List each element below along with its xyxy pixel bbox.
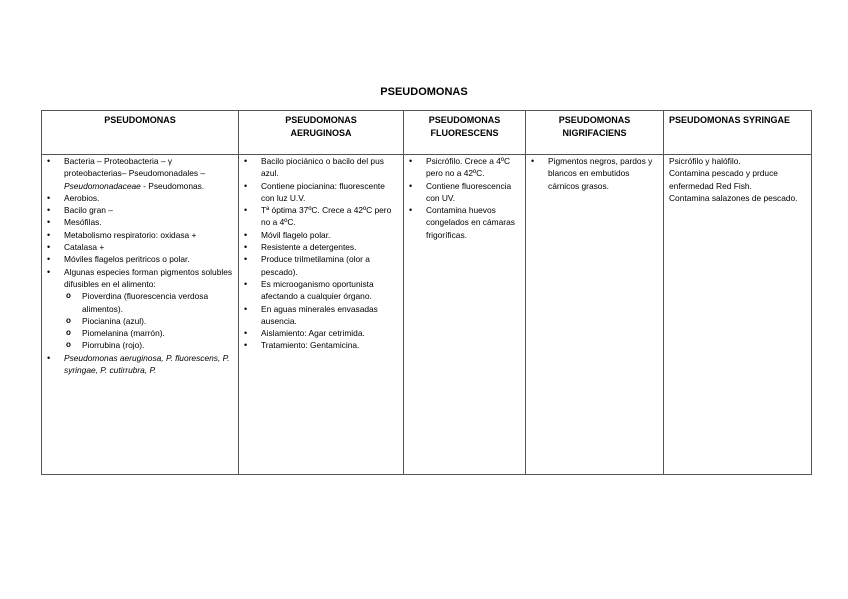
pigments-intro: Algunas especies forman pigmentos solubles difusibles en el alimento: <box>64 266 233 289</box>
header-nigrifaciens: PSEUDOMONAS NIGRIFACIENS <box>526 111 664 155</box>
pseudomonas-list <box>42 155 238 376</box>
list-item <box>42 266 234 352</box>
taxonomy-family: Pseudomonadaceae <box>64 180 141 191</box>
cell-pseudomonas <box>42 155 239 475</box>
list-item: • Mesófilas. <box>42 216 234 228</box>
list-item: • Móvil flagelo polar. <box>239 229 399 241</box>
list-item: • Tª óptima 37ºC. Crece a 42ºC pero no a 4ºC. <box>239 204 399 229</box>
nigrifaciens-list <box>526 155 663 192</box>
sublist-item: o Piomelanina (marrón). <box>64 327 234 339</box>
cell-syringae <box>664 155 812 475</box>
sublist-item: o Piocianina (azul). <box>64 315 234 327</box>
fluorescens-list <box>404 155 525 241</box>
list-item: • Resistente a detergentes. <box>239 241 399 253</box>
sublist-item: o Pioverdina (fluorescencia verdosa alimentos). <box>64 290 234 315</box>
list-item: • Contiene fluorescencia con UV. <box>404 180 521 205</box>
syringae-line: Psicrófilo y halófilo. <box>669 156 741 166</box>
list-item <box>42 155 234 192</box>
header-pseudomonas: PSEUDOMONAS <box>42 111 239 155</box>
pigments-sublist <box>64 290 234 351</box>
cell-aeruginosa <box>239 155 404 475</box>
syringae-line: Contamina salazones de pescado. <box>669 192 798 203</box>
header-syringae: PSEUDOMONAS SYRINGAE <box>664 111 812 155</box>
list-item: • Psicrófilo. Crece a 4ºC pero no a 42ºC. <box>404 155 521 180</box>
list-item: • Tratamiento: Gentamicina. <box>239 339 399 351</box>
cell-fluorescens <box>404 155 526 475</box>
list-item: • Contiene piocianina: fluorescente con luz U.V. <box>239 180 399 205</box>
cell-nigrifaciens <box>526 155 664 475</box>
list-item: • Contamina huevos congelados en cámaras frigoríficas. <box>404 204 521 241</box>
species-item: • Pseudomonas aeruginosa, P. fluorescens, P. syringae, P. cutirrubra, P. <box>42 352 234 377</box>
taxonomy-text: Bacteria – Proteobacteria – γ proteobacterias– Pseudomonadales – <box>64 156 206 179</box>
list-item: • Metabolismo respiratorio: oxidasa + <box>42 229 234 241</box>
list-item: • Catalasa + <box>42 241 234 253</box>
content-row <box>42 155 812 475</box>
sublist-item: o Piorrubina (rojo). <box>64 339 234 351</box>
header-row <box>42 111 812 155</box>
list-item: • Aerobios. <box>42 192 234 204</box>
taxonomy-suffix: - Pseudomonas. <box>140 180 205 191</box>
document-title: PSEUDOMONAS <box>380 86 468 98</box>
list-item: • Móviles flagelos peritricos o polar. <box>42 253 234 265</box>
aeruginosa-list <box>239 155 403 352</box>
pseudomonas-table <box>41 110 812 475</box>
list-item: • Pigmentos negros, pardos y blancos en embutidos cárnicos grasos. <box>526 155 659 192</box>
header-fluorescens: PSEUDOMONAS FLUORESCENS <box>404 111 526 155</box>
syringae-line: Contamina pescado y prduce enfermedad Red Fish. <box>669 168 778 191</box>
list-item: • Es microoganismo oportunista afectando a cualquier órgano. <box>239 278 399 303</box>
header-aeruginosa: PSEUDOMONAS AERUGINOSA <box>239 111 404 155</box>
list-item: • Bacilo gran – <box>42 204 234 216</box>
list-item: • Bacilo piociánico o bacilo del pus azul. <box>239 155 399 180</box>
list-item: • En aguas minerales envasadas ausencia. <box>239 303 399 328</box>
list-item: • Aislamiento: Agar cetrimida. <box>239 327 399 339</box>
list-item: • Produce trilmetilamina (olor a pescado). <box>239 253 399 278</box>
